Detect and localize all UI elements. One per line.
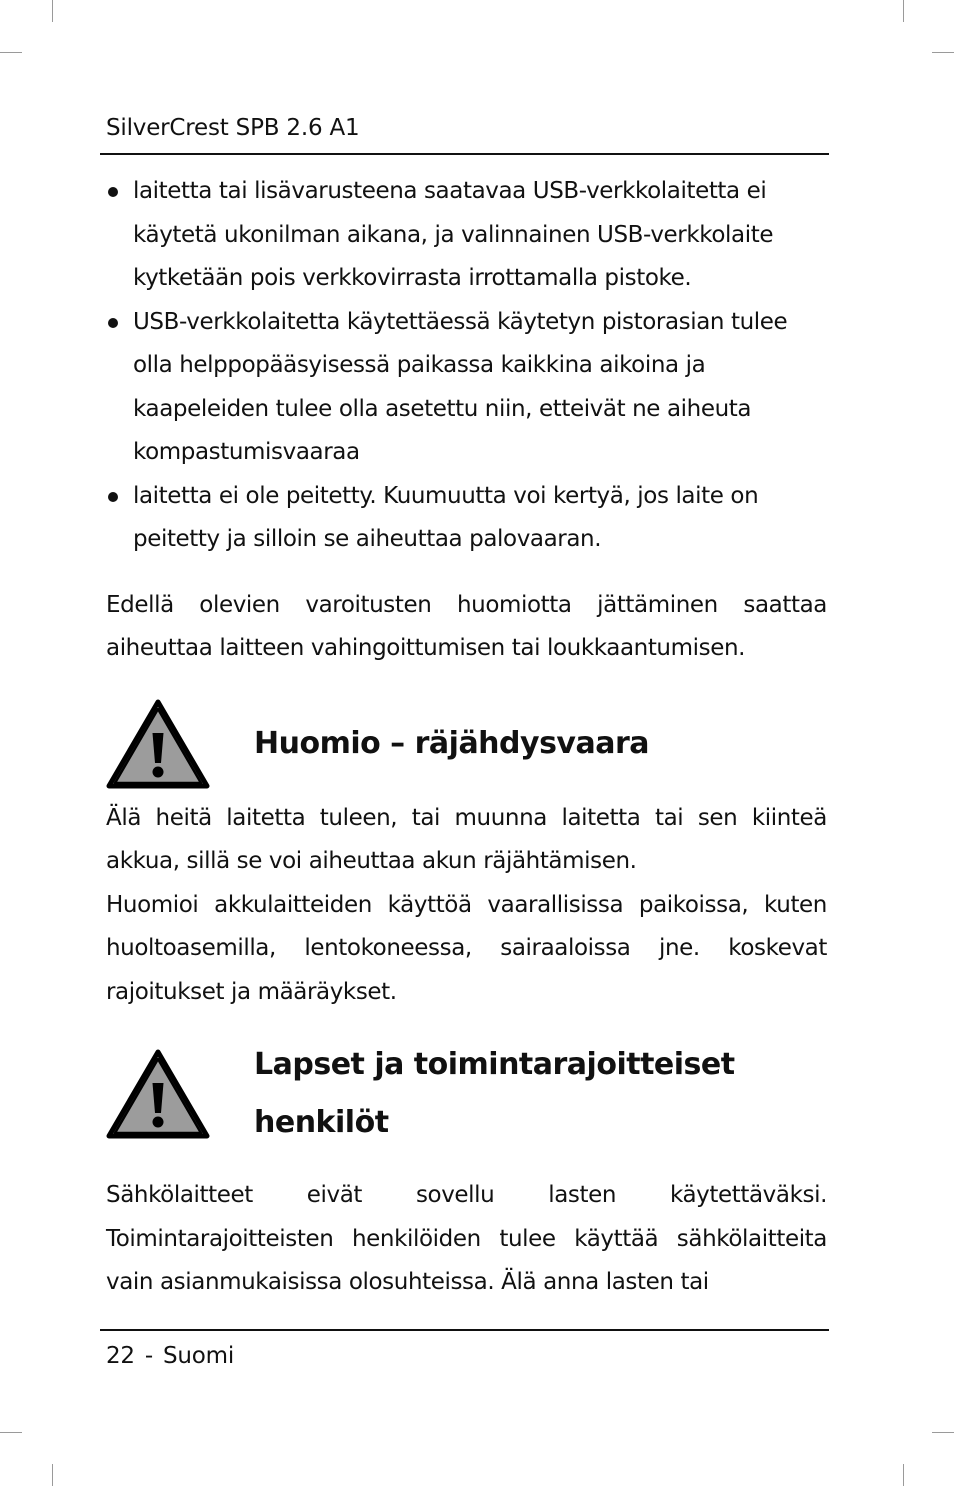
explosion-heading: Huomio – räjähdysvaara [254,725,650,761]
list-item: USB-verkkolaitetta käytettäessä käytetyn pistorasian tulee olla helppopääsyisessä paikassa kaikkina aikoina ja kaapeleiden tulee olla asetettu niin, etteivät ne aiheuta kompastumisvaaraa [106,301,827,475]
bullet-dot-icon [108,492,118,502]
page-number: 22 [106,1343,135,1369]
footer-separator: - [144,1343,153,1369]
header-rule [100,153,829,155]
warning-note: Edellä olevien varoitusten huomiotta jättäminen saattaa aiheuttaa laitteen vahingoittumisen tai loukkaantumisen. [106,591,827,661]
safety-bullet-list [106,170,827,562]
warning-triangle-icon [106,1049,210,1139]
bullet-dot-icon [108,187,118,197]
bullet-dot-icon [108,318,118,328]
explosion-heading-row [106,699,827,789]
crop-mark [0,1432,22,1433]
crop-mark [903,1464,904,1486]
crop-mark [52,1464,53,1486]
crop-mark [932,1432,954,1433]
crop-mark [932,52,954,53]
explosion-paragraph: Älä heitä laitetta tuleen, tai muunna laitetta tai sen kiinteä akkua, sillä se voi aiheuttaa akun räjähtämisen. [106,804,827,874]
footer-rule [100,1329,829,1331]
list-item: laitetta ei ole peitetty. Kuumuutta voi kertyä, jos laite on peitetty ja silloin se aiheuttaa palovaaran. [106,475,827,562]
children-heading-row [106,1036,827,1152]
list-item: laitetta tai lisävarusteena saatavaa USB-verkkolaitetta ei käytetä ukonilman aikana, ja valinnainen USB-verkkolaite kytketään pois verkkovirrasta irrottamalla pistoke. [106,170,827,301]
children-paragraph: Sähkölaitteet eivät sovellu lasten käytettäväksi. Toimintarajoitteisten henkilöiden tulee käyttää sähkölaitteita vain asianmukaisissa olosuhteissa. Älä anna lasten tai [106,1182,827,1295]
crop-mark [52,0,53,22]
page-footer [106,1340,234,1372]
warning-triangle-icon [106,699,210,789]
page-content [106,170,827,1305]
crop-mark [0,52,22,53]
children-heading: Lapset ja toimintarajoitteiset henkilöt [254,1047,735,1140]
footer-language: Suomi [162,1343,235,1369]
explosion-paragraph: Huomioi akkulaitteiden käyttöä vaarallisissa paikoissa, kuten huoltoasemilla, lentokoneessa, sairaaloissa jne. koskevat rajoitukset ja määräykset. [106,891,827,1005]
crop-mark [903,0,904,22]
page-header: SilverCrest SPB 2.6 A1 [106,115,360,141]
